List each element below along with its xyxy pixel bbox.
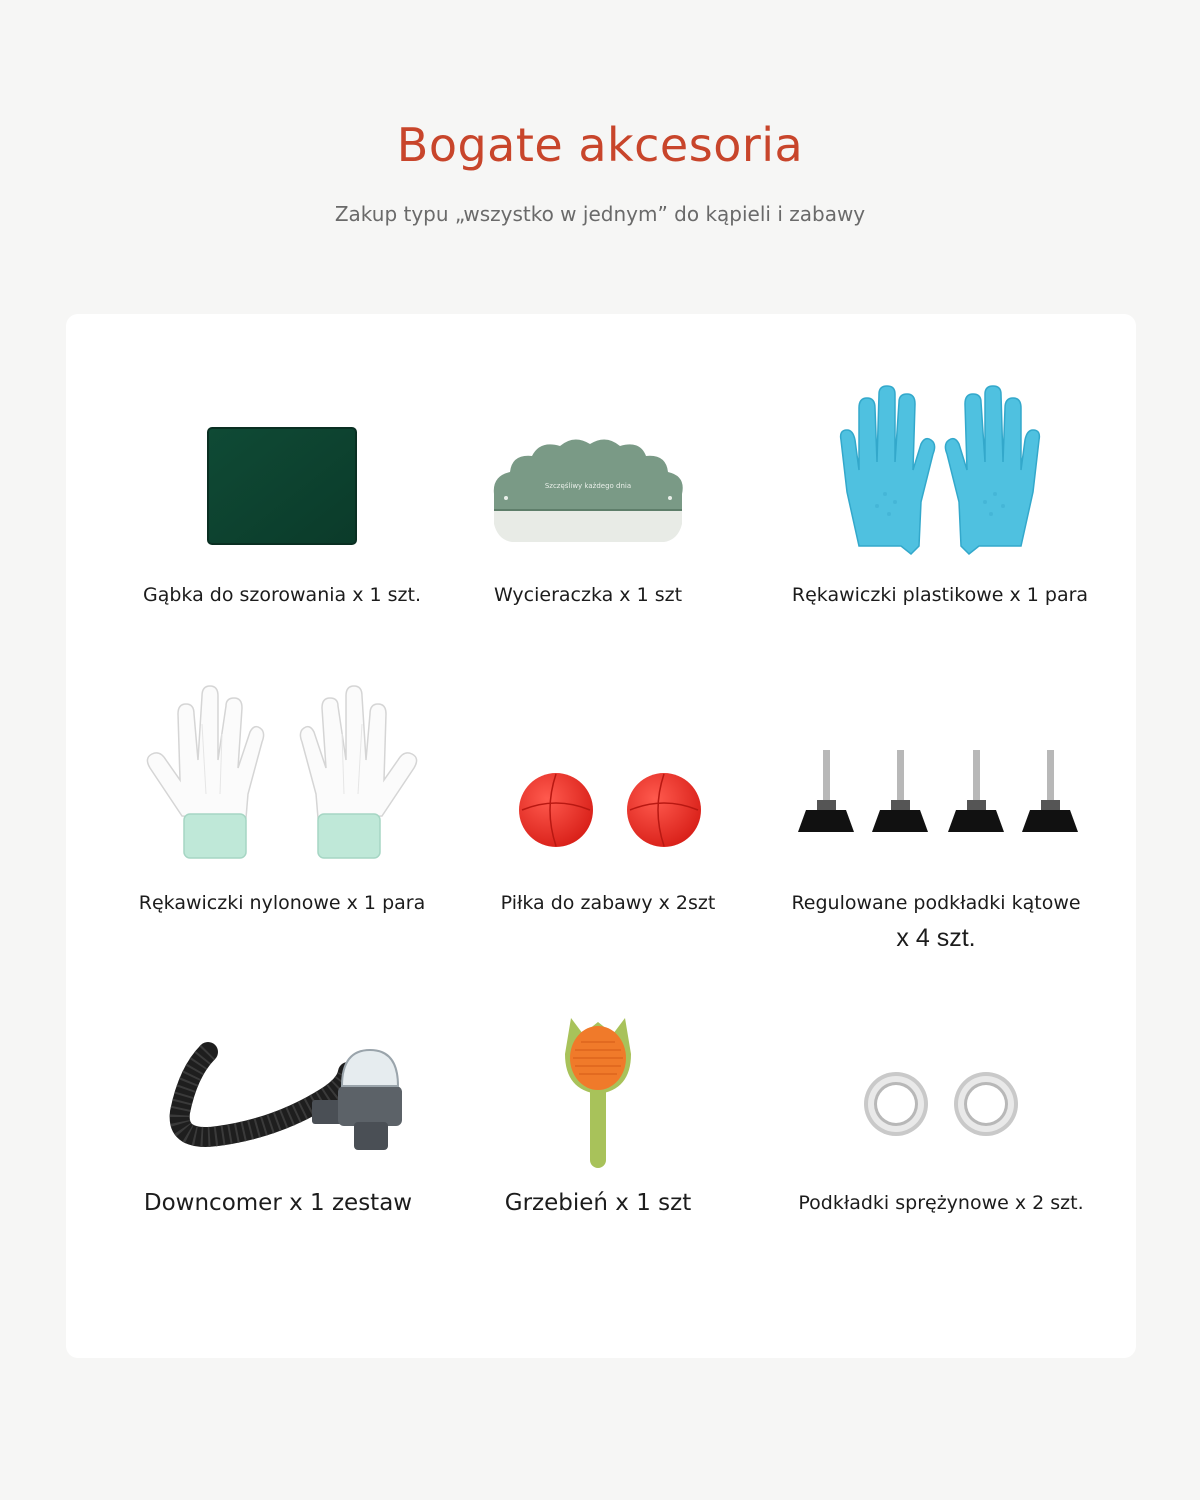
accessory-label: Rękawiczki nylonowe x 1 para <box>138 892 426 914</box>
spring-washers-icon <box>856 1064 1026 1144</box>
nylon-gloves-icon <box>142 684 422 864</box>
accessory-label: Downcomer x 1 zestaw <box>143 1190 413 1216</box>
silicone-gloves-icon <box>825 384 1055 564</box>
accessory-label: Wycieraczka x 1 szt <box>493 584 683 606</box>
squeegee-print: Szczęśliwy każdego dnia <box>544 482 632 490</box>
page-subtitle: Zakup typu „wszystko w jednym” do kąpieli i zabawy <box>334 202 866 226</box>
accessories-card <box>66 314 1136 1358</box>
accessory-item-sponge <box>112 404 452 624</box>
accessory-item-leveling-feet <box>766 684 1106 964</box>
accessory-item-nylon-gloves <box>112 684 452 934</box>
squeegee-icon <box>488 432 688 552</box>
accessory-item-silicone-gloves <box>770 384 1110 624</box>
accessory-label: Grzebień x 1 szt <box>504 1190 692 1216</box>
accessory-label: Gąbka do szorowania x 1 szt. <box>143 584 421 606</box>
drain-hose-icon <box>158 1032 418 1162</box>
accessory-item-drain-hose <box>108 1014 448 1244</box>
accessory-label: Regulowane podkładki kątowe <box>791 892 1081 914</box>
accessory-item-balls <box>438 684 778 934</box>
page-title: Bogate akcesoria <box>396 118 804 172</box>
comb-icon <box>553 1014 643 1174</box>
accessory-item-squeegee <box>418 404 758 624</box>
accessory-label: Podkładki sprężynowe x 2 szt. <box>798 1192 1084 1214</box>
accessory-item-comb <box>428 1014 768 1244</box>
leveling-feet-icon <box>786 746 1086 846</box>
accessory-item-spring-washers <box>771 1014 1111 1244</box>
accessory-label: Rękawiczki plastikowe x 1 para <box>791 584 1089 606</box>
accessory-label: Piłka do zabawy x 2szt <box>500 892 716 914</box>
accessory-label-quantity: x 4 szt. <box>896 924 976 952</box>
scrub-sponge-icon <box>202 424 362 554</box>
play-balls-icon <box>514 766 714 856</box>
